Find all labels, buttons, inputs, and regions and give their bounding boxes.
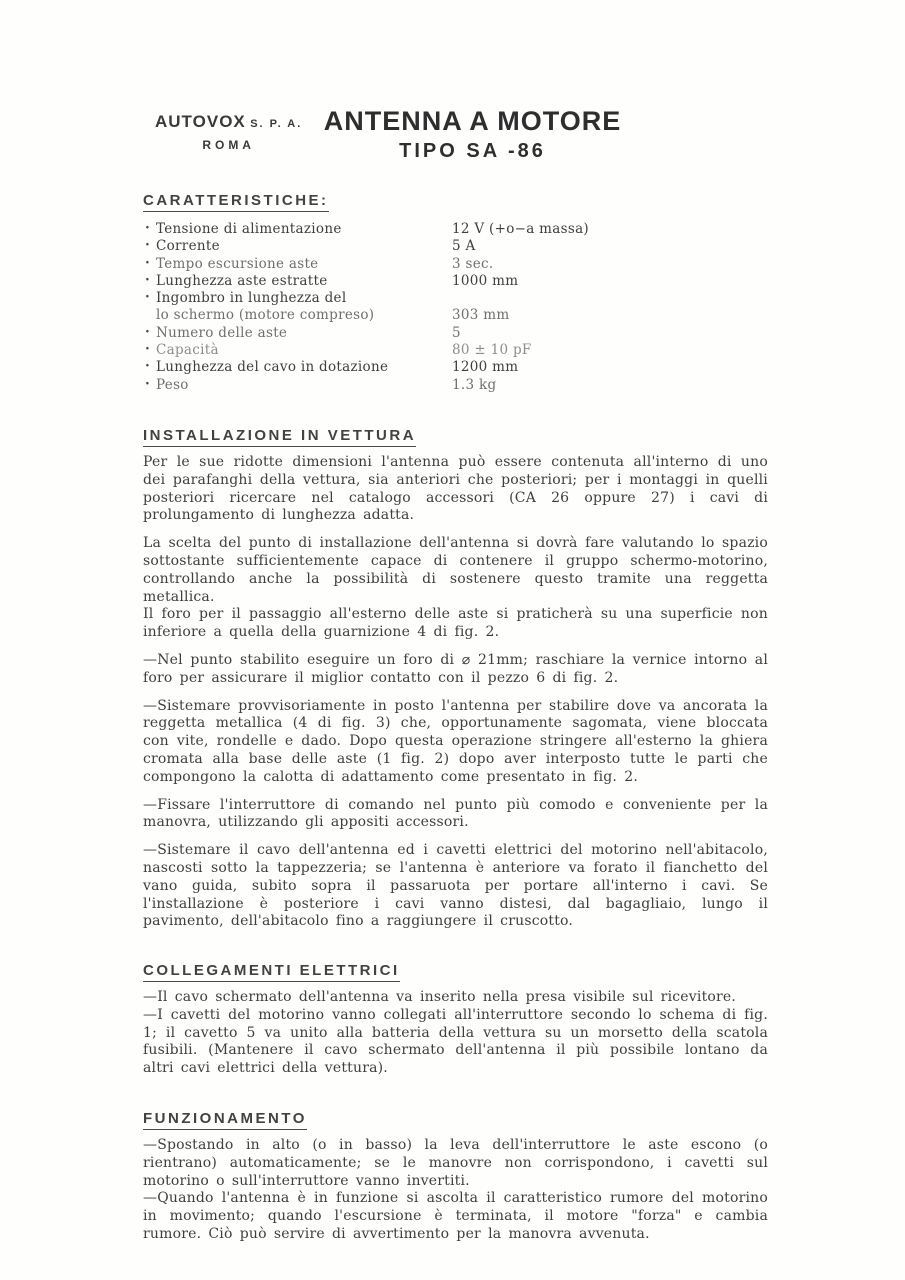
paragraph: —I cavetti del motorino vanno collegati all'interruttore secondo lo schema di fig. 1; il cavetto 5 va unito alla batteria della vettura su un morsetto della scatola fusibili. (Mantenere il cavo schermato dell'antenna il più possibile lontano da altri cavi elettrici della vettura). (143, 1006, 768, 1077)
spec-row (143, 307, 768, 324)
spec-label: · Peso (143, 377, 452, 394)
paragraph: —Sistemare il cavo dell'antenna ed i cavetti elettrici del motorino nell'abitacolo, nascosti sotto la tappezzeria; se l'antenna è anteriore va forato il fianchetto del vano guida, subito sopra il passaruota per portare all'interno i cavi. Se l'installazione è posteriore i cavi vanno distesi, dal bagagliaio, lungo il pavimento, dell'abitacolo fino a raggiungere il cruscotto. (143, 842, 768, 930)
spec-list (143, 221, 768, 394)
section-installazione (143, 425, 768, 931)
spec-value (452, 290, 768, 307)
spec-value: 5 A (452, 238, 476, 255)
spec-value: 12 V (+o−a massa) (452, 221, 589, 237)
spec-row (143, 342, 768, 359)
spec-row (143, 359, 768, 376)
document-subtitle: TIPO SA -86 (399, 140, 546, 162)
paragraph: Il foro per il passaggio all'esterno delle aste si praticherà su una superficie non inferiore a quella della guarnizione 4 di fig. 2. (143, 606, 768, 641)
spec-row (143, 238, 768, 255)
funzionamento-heading: FUNZIONAMENTO (143, 1110, 307, 1130)
spec-row (143, 221, 768, 238)
section-funzionamento (143, 1108, 768, 1244)
spec-row (143, 290, 768, 307)
spec-label: · Ingombro in lunghezza del (143, 290, 452, 307)
paragraph: —Fissare l'interruttore di comando nel punto più comodo e conveniente per la manovra, utilizzando gli appositi accessori. (143, 796, 768, 831)
paragraph: —Il cavo schermato dell'antenna va inserito nella presa visibile sul ricevitore. (143, 989, 737, 1006)
spec-value: 80 ± 10 pF (452, 342, 532, 359)
spec-label: · Lunghezza del cavo in dotazione (143, 359, 452, 376)
paragraph: —Quando l'antenna è in funzione si ascolta il caratteristico rumore del motorino in movimento; quando l'escursione è terminata, il motore "forza" e cambia rumore. Ciò può servire di avvertimento per la manovra avvenuta. (143, 1190, 768, 1243)
spec-label: · Tensione di alimentazione (143, 221, 452, 238)
spec-label: · Lunghezza aste estratte (143, 273, 452, 290)
document-title: ANTENNA A MOTORE (323, 106, 622, 136)
funzionamento-paragraphs (143, 1137, 768, 1244)
spec-value: 5 (452, 324, 461, 341)
spec-value: 1.3 kg (452, 376, 497, 393)
company-block (155, 112, 302, 152)
spec-value: 1000 mm (452, 272, 519, 289)
spec-row (143, 273, 768, 290)
collegamenti-paragraphs (143, 989, 768, 1078)
spec-value: 303 mm (452, 307, 510, 324)
collegamenti-heading: COLLEGAMENTI ELETTRICI (143, 962, 400, 982)
section-collegamenti (143, 960, 768, 1078)
spec-value: 3 sec. (452, 255, 494, 272)
paragraph: —Spostando in alto (o in basso) la leva dell'interruttore le aste escono (o rientrano) automaticamente; se le manovre non corrispondono, i cavetti sul motorino o sull'interruttore vanno invertiti. (143, 1137, 768, 1189)
spec-label: lo schermo (motore compreso) (156, 307, 375, 324)
section-caratteristiche (143, 190, 768, 394)
installazione-heading: INSTALLAZIONE IN VETTURA (143, 427, 416, 447)
company-name: AUTOVOX (155, 112, 246, 131)
spec-label: · Corrente (143, 238, 452, 255)
spec-row (143, 377, 768, 394)
document-body (143, 190, 768, 1244)
spec-label: · Capacità (143, 342, 452, 359)
spec-label: · Numero delle aste (143, 325, 452, 342)
title-block (305, 106, 640, 163)
company-suffix: S. P. A. (250, 118, 303, 130)
paragraph: —Nel punto stabilito eseguire un foro di ⌀ 21mm; raschiare la vernice intorno al foro per assicurare il miglior contatto con il pezzo 6 di fig. 2. (143, 651, 768, 686)
spec-row (143, 325, 768, 342)
paragraph: La scelta del punto di installazione dell'antenna si dovrà fare valutando lo spazio sottostante sufficientemente capace di contenere il gruppo schermo-motorino, controllando anche la possibilità di sostenere questo tramite una reggetta metallica. (143, 535, 768, 605)
spec-value: 1200 mm (452, 359, 519, 376)
spec-row (143, 256, 768, 273)
company-city: ROMA (202, 138, 255, 152)
spec-label: · Tempo escursione aste (143, 256, 452, 273)
document-header (0, 106, 905, 180)
caratteristiche-heading: CARATTERISTICHE: (143, 192, 329, 212)
company-name-line (155, 112, 302, 132)
paragraph: —Sistemare provvisoriamente in posto l'antenna per stabilire dove va ancorata la reggetta metallica (4 di fig. 3) che, opportunamente sagomata, viene bloccata con vite, rondelle e dado. Dopo questa operazione stringere all'esterno la ghiera cromata alla base delle aste (1 fig. 2) dopo aver interposto tutte le parti che compongono la calotta di adattamento come presentato in fig. 2. (143, 697, 768, 785)
installazione-paragraphs (143, 454, 768, 931)
paragraph: Per le sue ridotte dimensioni l'antenna può essere contenuta all'interno di uno dei parafanghi della vettura, sia anteriori che posteriori; per i montaggi in quelli posteriori ricercare nel catalogo accessori (CA 26 oppure 27) i cavi di prolungamento di lunghezza adatta. (143, 453, 768, 524)
